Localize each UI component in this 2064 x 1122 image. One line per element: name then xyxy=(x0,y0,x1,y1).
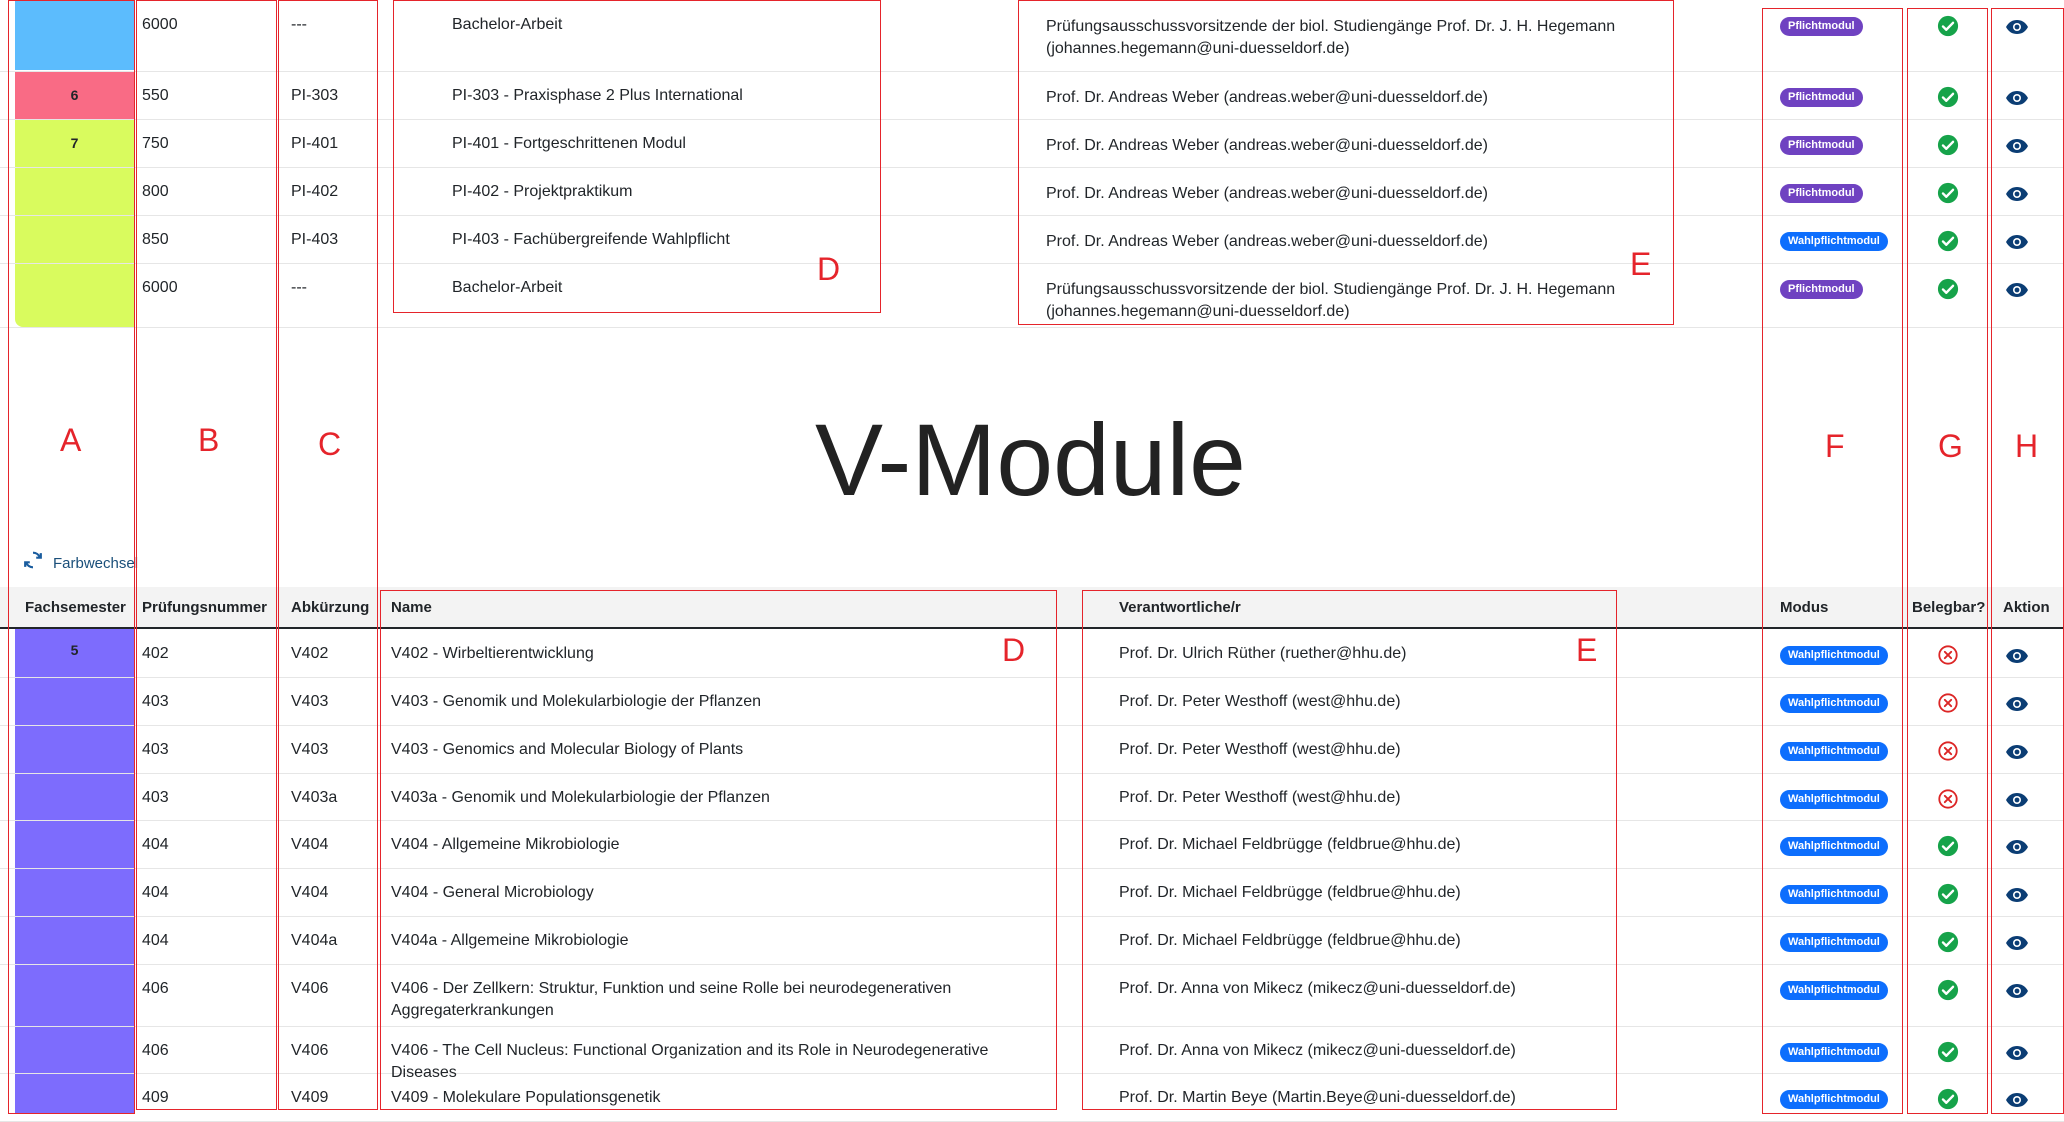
table-row xyxy=(0,1026,2064,1081)
mode-badge: Pflichtmodul xyxy=(1780,17,1863,36)
exam-number: 404 xyxy=(142,884,169,901)
table-row xyxy=(0,167,2064,216)
exam-number: 850 xyxy=(142,231,169,248)
exam-number: 550 xyxy=(142,87,169,104)
abbreviation: V406 xyxy=(291,980,329,997)
x-circle-icon xyxy=(1937,788,1959,810)
responsible-person: Prof. Dr. Ulrich Rüther (ruether@hhu.de) xyxy=(1119,645,1407,662)
check-circle-icon xyxy=(1937,979,1959,1001)
eye-icon[interactable] xyxy=(2005,1092,2029,1108)
check-circle-icon xyxy=(1937,15,1959,37)
check-circle-icon xyxy=(1937,230,1959,252)
mode-badge: Pflichtmodul xyxy=(1780,184,1863,203)
x-circle-icon xyxy=(1937,644,1959,666)
responsible-person: Prof. Dr. Martin Beye (Martin.Beye@uni-duesseldorf.de) xyxy=(1119,1089,1516,1106)
header-resp[interactable]: Verantwortliche/r xyxy=(1119,599,1241,616)
module-name[interactable]: V402 - Wirbeltierentwicklung xyxy=(391,645,594,662)
mode-badge: Wahlpflichtmodul xyxy=(1780,742,1888,761)
exam-number: 403 xyxy=(142,789,169,806)
mode-badge: Wahlpflichtmodul xyxy=(1780,694,1888,713)
mode-badge: Wahlpflichtmodul xyxy=(1780,1090,1888,1109)
module-name[interactable]: V404 - Allgemeine Mikrobiologie xyxy=(391,836,620,853)
check-circle-icon xyxy=(1937,931,1959,953)
module-name[interactable]: Bachelor-Arbeit xyxy=(452,279,563,296)
eye-icon[interactable] xyxy=(2005,792,2029,808)
eye-icon[interactable] xyxy=(2005,839,2029,855)
abbreviation: V409 xyxy=(291,1089,329,1106)
header-belegbar[interactable]: Belegbar? xyxy=(1912,599,1986,616)
abbreviation: PI-401 xyxy=(291,135,339,152)
exam-number: 750 xyxy=(142,135,169,152)
eye-icon[interactable] xyxy=(2005,234,2029,250)
exam-number: 404 xyxy=(142,932,169,949)
responsible-person: Prüfungsausschussvorsitzende der biol. Studiengänge Prof. Dr. J. H. Hegemann (johannes.hegemann@uni-duesseldorf.de) xyxy=(1046,18,1616,57)
header-semester[interactable]: Fachsemester xyxy=(25,599,126,616)
table-row xyxy=(0,677,2064,726)
table-row xyxy=(0,119,2064,168)
semester-label: 7 xyxy=(70,135,79,151)
annotation-letter: A xyxy=(60,422,82,458)
table-row xyxy=(0,725,2064,774)
table-header xyxy=(0,587,2064,629)
eye-icon[interactable] xyxy=(2005,282,2029,298)
annotation-letter: G xyxy=(1938,428,1963,464)
table-row xyxy=(0,215,2064,264)
table-row xyxy=(0,629,2064,678)
table-row xyxy=(0,964,2064,1027)
responsible-person: Prof. Dr. Andreas Weber (andreas.weber@uni-duesseldorf.de) xyxy=(1046,89,1488,106)
module-name[interactable]: PI-403 - Fachübergreifende Wahlpflicht xyxy=(452,231,730,248)
abbreviation: PI-403 xyxy=(291,231,339,248)
mode-badge: Wahlpflichtmodul xyxy=(1780,885,1888,904)
mode-badge: Wahlpflichtmodul xyxy=(1780,646,1888,665)
module-name[interactable]: V403 - Genomik und Molekularbiologie der Pflanzen xyxy=(391,693,761,710)
table-row xyxy=(0,263,2064,328)
module-name[interactable]: V403a - Genomik und Molekularbiologie der Pflanzen xyxy=(391,789,770,806)
abbreviation: PI-303 xyxy=(291,87,339,104)
header-name[interactable]: Name xyxy=(391,599,432,616)
module-name[interactable]: V406 - Der Zellkern: Struktur, Funktion und seine Rolle bei neurodegenerativen Aggregaterkrankungen xyxy=(391,980,952,1019)
check-circle-icon xyxy=(1937,1088,1959,1110)
table-row xyxy=(0,1073,2064,1122)
check-circle-icon xyxy=(1937,182,1959,204)
mode-badge: Wahlpflichtmodul xyxy=(1780,790,1888,809)
table-row xyxy=(0,868,2064,917)
header-modus[interactable]: Modus xyxy=(1780,599,1829,616)
module-name[interactable]: Bachelor-Arbeit xyxy=(452,16,563,33)
annotation-letter: D xyxy=(817,251,841,287)
annotation-letter: E xyxy=(1630,246,1652,282)
eye-icon[interactable] xyxy=(2005,983,2029,999)
semester-label: 5 xyxy=(70,642,79,658)
module-name[interactable]: PI-303 - Praxisphase 2 Plus International xyxy=(452,87,743,104)
annotation-letter: F xyxy=(1825,428,1845,464)
table-row xyxy=(0,71,2064,120)
responsible-person: Prof. Dr. Michael Feldbrügge (feldbrue@hhu.de) xyxy=(1119,884,1461,901)
annotation-letter: C xyxy=(318,426,342,462)
mode-badge: Wahlpflichtmodul xyxy=(1780,837,1888,856)
module-name[interactable]: V406 - The Cell Nucleus: Functional Organization and its Role in Neurodegenerative Diseases xyxy=(391,1042,989,1081)
abbreviation: --- xyxy=(291,16,307,33)
eye-icon[interactable] xyxy=(2005,744,2029,760)
x-circle-icon xyxy=(1937,692,1959,714)
exam-number: 6000 xyxy=(142,279,178,296)
responsible-person: Prof. Dr. Michael Feldbrügge (feldbrue@hhu.de) xyxy=(1119,932,1461,949)
annotation-letter: B xyxy=(198,422,220,458)
semester-label: 6 xyxy=(70,87,79,103)
exam-number: 403 xyxy=(142,741,169,758)
mode-badge: Pflichtmodul xyxy=(1780,88,1863,107)
abbreviation: V403 xyxy=(291,741,329,758)
check-circle-icon xyxy=(1937,835,1959,857)
abbreviation: V403 xyxy=(291,693,329,710)
exam-number: 403 xyxy=(142,693,169,710)
abbreviation: V403a xyxy=(291,789,338,806)
table-row xyxy=(0,916,2064,965)
module-name[interactable]: V404 - General Microbiology xyxy=(391,884,594,901)
header-abk[interactable]: Abkürzung xyxy=(291,599,370,616)
color-switch-link[interactable]: Farbwechsel xyxy=(53,555,139,572)
eye-icon[interactable] xyxy=(2005,887,2029,903)
responsible-person: Prüfungsausschussvorsitzende der biol. Studiengänge Prof. Dr. J. H. Hegemann (johannes.hegemann@uni-duesseldorf.de) xyxy=(1046,281,1616,320)
mode-badge: Wahlpflichtmodul xyxy=(1780,1043,1888,1062)
abbreviation: --- xyxy=(291,279,307,296)
exam-number: 404 xyxy=(142,836,169,853)
abbreviation: PI-402 xyxy=(291,183,339,200)
header-nr[interactable]: Prüfungsnummer xyxy=(142,599,268,616)
table-row xyxy=(0,820,2064,869)
section-title: V-Module xyxy=(815,403,1246,517)
abbreviation: V404 xyxy=(291,884,329,901)
responsible-person: Prof. Dr. Michael Feldbrügge (feldbrue@hhu.de) xyxy=(1119,836,1461,853)
header-aktion: Aktion xyxy=(2003,599,2050,616)
module-name[interactable]: PI-401 - Fortgeschrittenen Modul xyxy=(452,135,686,152)
eye-icon[interactable] xyxy=(2005,138,2029,154)
responsible-person: Prof. Dr. Peter Westhoff (west@hhu.de) xyxy=(1119,789,1401,806)
table-row xyxy=(0,773,2064,821)
eye-icon[interactable] xyxy=(2005,1045,2029,1061)
abbreviation: V406 xyxy=(291,1042,329,1059)
mode-badge: Wahlpflichtmodul xyxy=(1780,232,1888,251)
abbreviation: V404a xyxy=(291,932,338,949)
abbreviation: V402 xyxy=(291,645,329,662)
check-circle-icon xyxy=(1937,86,1959,108)
exam-number: 406 xyxy=(142,980,169,997)
annotation-letter: H xyxy=(2015,428,2039,464)
module-name[interactable]: V409 - Molekulare Populationsgenetik xyxy=(391,1089,661,1106)
annotation-letter: D xyxy=(1002,632,1026,668)
module-name[interactable]: V403 - Genomics and Molecular Biology of Plants xyxy=(391,741,744,758)
check-circle-icon xyxy=(1937,1041,1959,1063)
mode-badge: Pflichtmodul xyxy=(1780,136,1863,155)
exam-number: 406 xyxy=(142,1042,169,1059)
responsible-person: Prof. Dr. Andreas Weber (andreas.weber@uni-duesseldorf.de) xyxy=(1046,137,1488,154)
mode-badge: Wahlpflichtmodul xyxy=(1780,981,1888,1000)
table-row xyxy=(0,0,2064,72)
responsible-person: Prof. Dr. Peter Westhoff (west@hhu.de) xyxy=(1119,741,1401,758)
annotation-letter: E xyxy=(1576,632,1598,668)
check-circle-icon xyxy=(1937,278,1959,300)
eye-icon[interactable] xyxy=(2005,186,2029,202)
exam-number: 402 xyxy=(142,645,169,662)
exam-number: 6000 xyxy=(142,16,178,33)
module-name[interactable]: V404a - Allgemeine Mikrobiologie xyxy=(391,932,629,949)
eye-icon[interactable] xyxy=(2005,696,2029,712)
check-circle-icon xyxy=(1937,883,1959,905)
module-name[interactable]: PI-402 - Projektpraktikum xyxy=(452,183,633,200)
mode-badge: Wahlpflichtmodul xyxy=(1780,933,1888,952)
mode-badge: Pflichtmodul xyxy=(1780,280,1863,299)
exam-number: 800 xyxy=(142,183,169,200)
eye-icon[interactable] xyxy=(2005,935,2029,951)
responsible-person: Prof. Dr. Anna von Mikecz (mikecz@uni-duesseldorf.de) xyxy=(1119,1042,1516,1059)
refresh-icon[interactable] xyxy=(22,549,44,571)
exam-number: 409 xyxy=(142,1089,169,1106)
x-circle-icon xyxy=(1937,740,1959,762)
responsible-person: Prof. Dr. Andreas Weber (andreas.weber@uni-duesseldorf.de) xyxy=(1046,185,1488,202)
eye-icon[interactable] xyxy=(2005,19,2029,35)
eye-icon[interactable] xyxy=(2005,90,2029,106)
responsible-person: Prof. Dr. Peter Westhoff (west@hhu.de) xyxy=(1119,693,1401,710)
check-circle-icon xyxy=(1937,134,1959,156)
eye-icon[interactable] xyxy=(2005,648,2029,664)
abbreviation: V404 xyxy=(291,836,329,853)
responsible-person: Prof. Dr. Andreas Weber (andreas.weber@uni-duesseldorf.de) xyxy=(1046,233,1488,250)
responsible-person: Prof. Dr. Anna von Mikecz (mikecz@uni-duesseldorf.de) xyxy=(1119,980,1516,997)
